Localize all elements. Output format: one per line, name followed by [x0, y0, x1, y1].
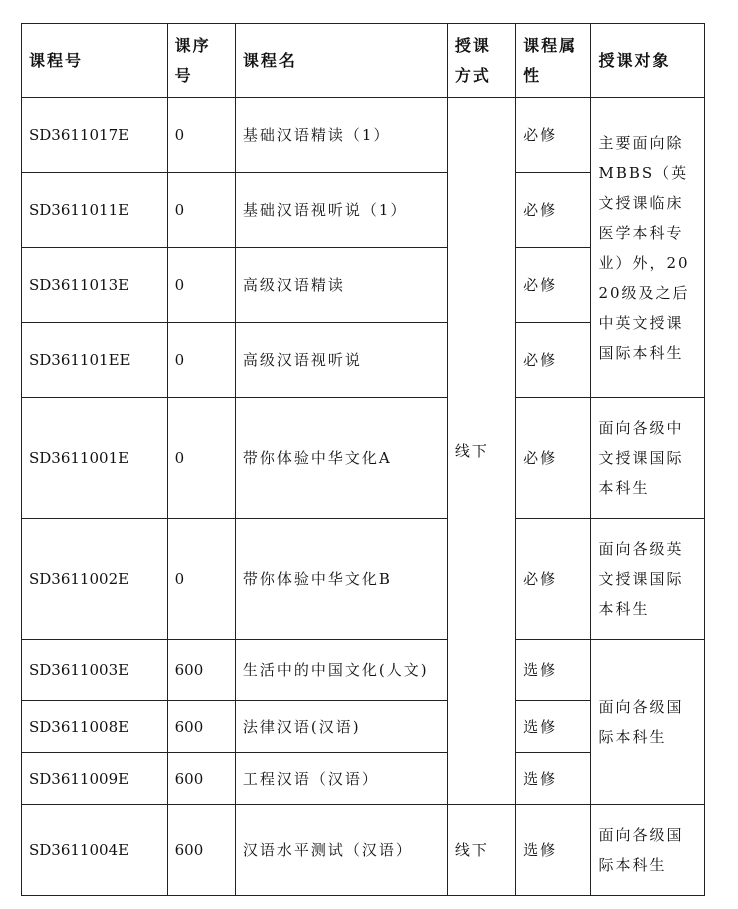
course-name: 法律汉语(汉语): [235, 701, 447, 753]
course-seq: 0: [167, 398, 235, 519]
course-name: 带你体验中华文化A: [235, 398, 447, 519]
course-table: [21, 23, 705, 896]
course-attr: 选修: [516, 701, 591, 753]
header-course-seq: 课序号: [167, 24, 235, 98]
course-seq: 600: [167, 805, 235, 896]
header-course-attr: 课程属性: [516, 24, 591, 98]
target-group: 面向各级中文授课国际本科生: [591, 398, 705, 519]
table-row: [22, 805, 705, 896]
course-code: SD3611008E: [22, 701, 168, 753]
course-seq: 0: [167, 323, 235, 398]
course-seq: 0: [167, 519, 235, 640]
course-name: 基础汉语视听说（1）: [235, 173, 447, 248]
table-row: [22, 398, 705, 519]
course-name: 工程汉语（汉语）: [235, 753, 447, 805]
course-code: SD3611009E: [22, 753, 168, 805]
course-attr: 选修: [516, 805, 591, 896]
target-group: 面向各级国际本科生: [591, 640, 705, 805]
course-name: 高级汉语视听说: [235, 323, 447, 398]
table-row: [22, 519, 705, 640]
course-name: 生活中的中国文化(人文): [235, 640, 447, 701]
course-attr: 必修: [516, 398, 591, 519]
table-row: [22, 98, 705, 173]
header-row: [22, 24, 705, 98]
course-code: SD3611011E: [22, 173, 168, 248]
course-code: SD3611004E: [22, 805, 168, 896]
target-group: 主要面向除MBBS（英文授课临床医学本科专业）外，2020级及之后中英文授课国际本科生: [591, 98, 705, 398]
course-attr: 必修: [516, 98, 591, 173]
course-name: 基础汉语精读（1）: [235, 98, 447, 173]
course-name: 汉语水平测试（汉语）: [235, 805, 447, 896]
course-attr: 必修: [516, 323, 591, 398]
teaching-mode: 线下: [447, 805, 515, 896]
course-code: SD3611002E: [22, 519, 168, 640]
course-seq: 0: [167, 173, 235, 248]
course-attr: 选修: [516, 640, 591, 701]
course-attr: 必修: [516, 519, 591, 640]
course-code: SD361101EE: [22, 323, 168, 398]
header-course-code: 课程号: [22, 24, 168, 98]
course-attr: 选修: [516, 753, 591, 805]
header-course-name: 课程名: [235, 24, 447, 98]
course-seq: 0: [167, 98, 235, 173]
course-seq: 0: [167, 248, 235, 323]
course-code: SD3611001E: [22, 398, 168, 519]
target-group: 面向各级英文授课国际本科生: [591, 519, 705, 640]
target-group: 面向各级国际本科生: [591, 805, 705, 896]
course-name: 高级汉语精读: [235, 248, 447, 323]
table-row: [22, 640, 705, 701]
course-code: SD3611003E: [22, 640, 168, 701]
course-name: 带你体验中华文化B: [235, 519, 447, 640]
course-attr: 必修: [516, 248, 591, 323]
header-teaching-mode: 授课方式: [447, 24, 515, 98]
course-code: SD3611013E: [22, 248, 168, 323]
course-seq: 600: [167, 701, 235, 753]
teaching-mode: 线下: [447, 98, 515, 805]
course-attr: 必修: [516, 173, 591, 248]
course-seq: 600: [167, 640, 235, 701]
header-target: 授课对象: [591, 24, 705, 98]
course-code: SD3611017E: [22, 98, 168, 173]
course-seq: 600: [167, 753, 235, 805]
